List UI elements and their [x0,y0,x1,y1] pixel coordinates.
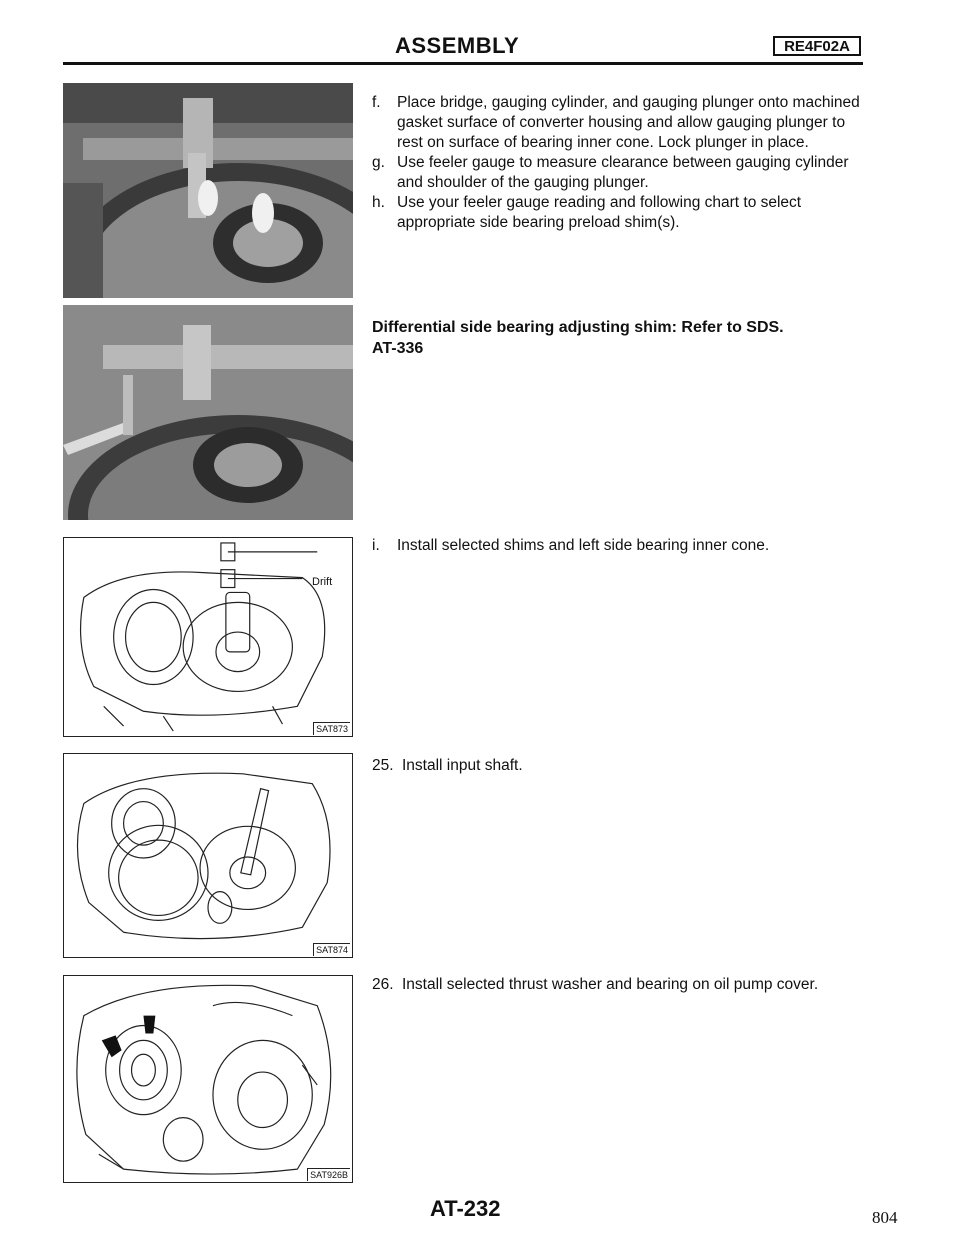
diagram-drift-install [63,537,353,737]
step-h [372,193,872,233]
sds-note [372,317,872,359]
step-i [372,536,872,556]
model-badge: RE4F02A [773,36,861,56]
note-line-1: Differential side bearing adjusting shim: Refer to SDS. [372,319,784,336]
steps-top [372,93,872,233]
step-key: 26. [372,976,394,993]
step-text: Install selected shims and left side bearing inner cone. [397,537,770,554]
step-key: i. [372,537,380,554]
header-rule [63,62,863,65]
step-25 [372,756,872,776]
step-key: g. [372,154,385,171]
step-key: f. [372,94,381,111]
step-text: Use feeler gauge to measure clearance between gauging cylinder and shoulder of the gauging plunger. [397,154,849,191]
step-26 [372,975,862,995]
figure-code: SAT926B [307,1168,350,1181]
step-key: h. [372,194,385,211]
page-code: AT-232 [430,1196,501,1221]
photo-feeler-gauge [63,305,353,520]
diagram-oil-pump-cover [63,975,353,1183]
step-text: Use your feeler gauge reading and following chart to select appropriate side bearing preload shim(s). [397,194,802,231]
figure-code: SAT874 [313,943,350,956]
step-25-block [372,756,872,776]
page-number: 804 [872,1208,898,1227]
photo-gauging-bridge [63,83,353,298]
page-title: ASSEMBLY [395,33,520,58]
step-key: 25. [372,757,394,774]
note-line-2: AT-336 [372,340,424,357]
step-26-block [372,975,862,995]
diagram-input-shaft [63,753,353,958]
step-text: Install selected thrust washer and bearing on oil pump cover. [402,976,819,993]
step-text: Install input shaft. [402,757,523,774]
step-i-block [372,536,872,556]
figure-code: SAT873 [313,722,350,735]
step-text: Place bridge, gauging cylinder, and gauging plunger onto machined gasket surface of converter housing and allow gauging plunger to rest on surface of bearing inner cone. Lock plunger in place. [397,94,860,151]
step-f [372,93,872,153]
step-g [372,153,872,193]
drift-label: Drift [312,576,333,588]
